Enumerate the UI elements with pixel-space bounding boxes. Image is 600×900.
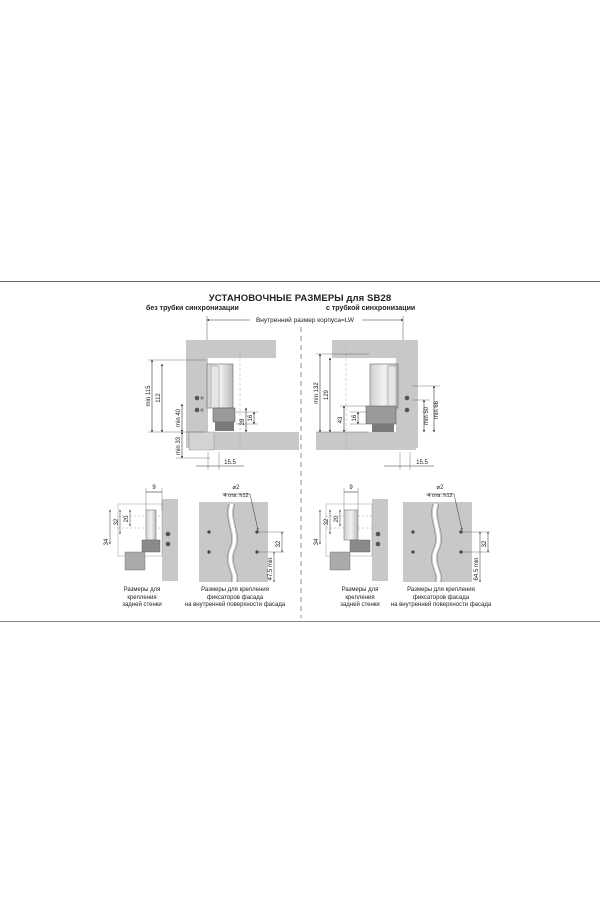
caption-line: Размеры для bbox=[341, 587, 379, 593]
dim-min115-label: min 115 bbox=[146, 385, 152, 407]
caption-line: крепления bbox=[127, 594, 157, 601]
back-wall-detail-left bbox=[104, 485, 178, 581]
dim-15-5-label: 15.5 bbox=[224, 460, 236, 466]
front-panel-detail-right bbox=[403, 485, 490, 582]
dim-min33-label: min 33 bbox=[176, 436, 182, 456]
caption-front-left bbox=[172, 587, 298, 610]
subtitle-without-sync: без трубки синхронизации bbox=[146, 305, 239, 312]
back-left-dim-34: 34 bbox=[104, 538, 110, 546]
dim-16-right-label: 16 bbox=[352, 414, 358, 422]
caption-line: задней стенки bbox=[340, 602, 380, 608]
dim-16-label: 16 bbox=[248, 414, 254, 422]
section-view-without-sync bbox=[146, 340, 299, 470]
drawing-sheet bbox=[0, 281, 600, 622]
dim-112-label: 112 bbox=[156, 393, 162, 403]
back-wall-detail-right bbox=[314, 485, 388, 581]
caption-front-right bbox=[378, 587, 504, 610]
front-right-dim-64-5: 64.5 min bbox=[474, 557, 480, 581]
caption-line: фиксаторов фасада bbox=[206, 594, 264, 601]
caption-line: задней стенки bbox=[122, 602, 162, 608]
front-left-dim-32: 32 bbox=[276, 540, 282, 548]
subtitle-with-sync: с трубкой синхронизации bbox=[326, 305, 416, 312]
caption-back-left bbox=[112, 587, 172, 610]
back-left-dim-32: 32 bbox=[114, 518, 120, 526]
dim-129-label: 129 bbox=[324, 389, 330, 401]
dim-min40-label: min 40 bbox=[176, 408, 182, 428]
technical-drawing bbox=[0, 282, 600, 621]
caption-line: на внутренней поверхности фасада bbox=[390, 602, 492, 608]
front-left-phi: ⌀2 bbox=[232, 485, 240, 491]
inner-width-label: Внутренний размер корпуса=LW bbox=[255, 317, 355, 324]
back-right-dim-20: 20 bbox=[334, 515, 340, 523]
front-left-holes: 4 отв. h12 bbox=[223, 493, 249, 499]
caption-line: фиксаторов фасада bbox=[412, 594, 470, 601]
dim-min66-label: min 66 bbox=[434, 400, 440, 420]
caption-line: Размеры для bbox=[123, 587, 161, 593]
caption-line: крепления bbox=[345, 594, 375, 601]
dim-43-label: 43 bbox=[338, 416, 344, 424]
back-right-dim-34: 34 bbox=[314, 538, 320, 546]
dim-15-5-right-label: 15.5 bbox=[416, 460, 428, 466]
back-left-dim-20: 20 bbox=[124, 515, 130, 523]
caption-line: Размеры для крепления bbox=[407, 587, 475, 593]
dim-min132-label: min 132 bbox=[314, 382, 320, 404]
front-left-dim-47-5: 47.5 min bbox=[268, 557, 274, 581]
section-view-with-sync bbox=[314, 340, 440, 470]
front-right-holes: 4 отв. h12 bbox=[427, 493, 453, 499]
caption-line: на внутренней поверхности фасада bbox=[184, 602, 286, 608]
back-left-dim-9: 9 bbox=[152, 485, 156, 491]
back-right-dim-9: 9 bbox=[349, 485, 353, 491]
page-title: УСТАНОВОЧНЫЕ РАЗМЕРЫ для SB28 bbox=[208, 293, 392, 304]
dim-28-label: 28 bbox=[240, 418, 246, 426]
dim-min50-label: min 50 bbox=[424, 406, 430, 426]
front-panel-detail-left bbox=[199, 485, 284, 582]
caption-line: Размеры для крепления bbox=[201, 587, 269, 593]
front-right-phi: ⌀2 bbox=[436, 485, 444, 491]
front-right-dim-32: 32 bbox=[482, 540, 488, 548]
back-right-dim-32: 32 bbox=[324, 518, 330, 526]
